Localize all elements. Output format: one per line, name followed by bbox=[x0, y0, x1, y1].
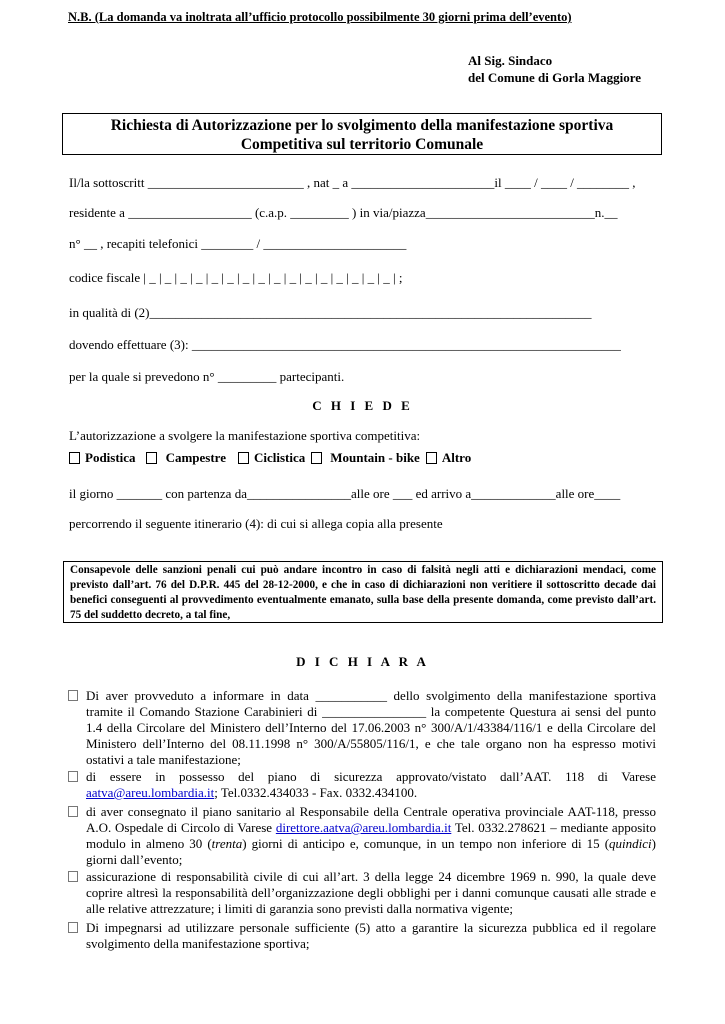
email-link-aatva[interactable]: aatva@areu.lombardia.it bbox=[86, 785, 215, 800]
label-ciclistica: Ciclistica bbox=[253, 450, 306, 465]
checkbox-altro[interactable] bbox=[426, 452, 437, 464]
title-line-1: Richiesta di Autorizzazione per lo svolgimento della manifestazione sportiva bbox=[110, 117, 614, 134]
list-item bbox=[68, 688, 656, 768]
item-5-text: Di impegnarsi ad utilizzare personale sufficiente (5) atto a garantire la sicurezza pubblica ed il regolare svolgimento della manifestazione sportiva; bbox=[86, 920, 656, 951]
checkbox-item-3[interactable] bbox=[68, 806, 78, 817]
checkbox-campestre[interactable] bbox=[146, 452, 157, 464]
recipient-block bbox=[468, 52, 641, 86]
field-giorno[interactable]: il giorno _______ con partenza da________________alle ore ___ ed arrivo a_____________alle ore____ bbox=[69, 486, 621, 501]
list-item bbox=[68, 769, 656, 801]
warning-box: Consapevole delle sanzioni penali cui può andare incontro in caso di falsità negli atti e dichiarazioni mendaci, come previsto dall’art. 76 del D.P.R. 445 del 28-12-2000, e che in caso di dichiarazioni non veritiere il sottoscritto decade dai benefici conseguenti al provvedimento eventualmente emanato, sulla base della presente domanda, come previsto dall’art. 75 del suddetto decreto, a tal fine, bbox=[63, 561, 663, 623]
recipient-line-1: Al Sig. Sindaco bbox=[468, 53, 553, 68]
item-3-mid: Tel. 0332.278621 – mediante apposito modulo in almeno 30 ( bbox=[86, 820, 656, 851]
item-3-post: ) giorni dall’evento; bbox=[86, 836, 656, 867]
item-2-pre: di essere in possesso del piano di sicurezza approvato/vistato dall’AAT. 118 di Varese bbox=[86, 769, 656, 784]
checkbox-item-1[interactable] bbox=[68, 690, 78, 701]
sport-options bbox=[69, 450, 477, 466]
field-dovendo[interactable]: dovendo effettuare (3): __________________________________________________________________ bbox=[69, 337, 621, 352]
list-item bbox=[68, 920, 656, 952]
checkbox-item-4[interactable] bbox=[68, 871, 78, 882]
list-item bbox=[68, 804, 656, 868]
checkbox-item-2[interactable] bbox=[68, 771, 78, 782]
item-3-em1: trenta bbox=[211, 836, 243, 851]
label-mountain-bike: Mountain - bike bbox=[330, 450, 420, 465]
field-sottoscritto[interactable]: Il/la sottoscritt ________________________ , nat _ a ______________________il ____ / ____ / ________ , bbox=[69, 175, 636, 190]
note-header: N.B. (La domanda va inoltrata all’ufficio protocollo possibilmente 30 giorni prima dell’evento) bbox=[68, 10, 572, 24]
field-residente[interactable]: residente a ___________________ (c.a.p. _________ ) in via/piazza__________________________n.__ bbox=[69, 205, 618, 220]
label-campestre: Campestre bbox=[165, 450, 226, 465]
item-3-em2: quindici bbox=[609, 836, 652, 851]
chiede-heading: C H I E D E bbox=[312, 398, 413, 413]
email-link-direttore[interactable]: direttore.aatva@areu.lombardia.it bbox=[275, 820, 452, 835]
item-2-post: ; Tel.0332.434033 - Fax. 0332.434100. bbox=[214, 785, 418, 800]
item-3-pre: di aver consegnato il piano sanitario al Responsabile della Centrale operativa provinciale AAT-118, presso A.O. Ospedale di Circolo di Varese bbox=[86, 804, 656, 835]
field-codice-fiscale[interactable]: codice fiscale | _ | _ | _ | _ | _ | _ | _ | _ | _ | _ | _ | _ | _ | _ | _ | _ | ; bbox=[69, 270, 403, 285]
item-1-text: Di aver provveduto a informare in data ___________ dello svolgimento della manifestazione sportiva tramite il Comando Stazione Carabinieri di ________________ la competente Questura ai sensi del punto 1.4 della Circolare del Ministero dell’Interno del 17.06.2003 n° 300/A/1/43384/116/1 e della Circolare del Ministero dell’Interno del 08.11.1998 n° 300/A/55805/116/1, e che tale organo non ha espresso motivi ostativi a tale manifestazione; bbox=[86, 688, 656, 767]
field-qualita[interactable]: in qualità di (2)____________________________________________________________________ bbox=[69, 305, 592, 320]
field-partecipanti[interactable]: per la quale si prevedono n° _________ partecipanti. bbox=[69, 369, 345, 384]
field-recapiti[interactable]: n° __ , recapiti telefonici ________ / ______________________ bbox=[69, 236, 407, 251]
document-title bbox=[62, 113, 662, 155]
checkbox-ciclistica[interactable] bbox=[238, 452, 249, 464]
field-itinerario[interactable]: percorrendo il seguente itinerario (4): di cui si allega copia alla presente bbox=[69, 516, 443, 531]
autorizzazione-text: L’autorizzazione a svolgere la manifestazione sportiva competitiva: bbox=[69, 428, 421, 443]
dichiara-heading: D I C H I A R A bbox=[296, 654, 429, 669]
checkbox-podistica[interactable] bbox=[69, 452, 80, 464]
item-4-text: assicurazione di responsabilità civile di cui all’art. 3 della legge 24 dicembre 1969 n. 990, la quale deve coprire altresì la responsabilità dell’organizzazione degli obblighi per i danni comunque causati alle strade e alle relative attrezzature; i limiti di garanzia sono previsti dalla normativa vigente; bbox=[86, 869, 656, 916]
label-altro: Altro bbox=[441, 450, 472, 465]
title-line-2: Competitiva sul territorio Comunale bbox=[240, 136, 484, 153]
item-3-mid2: ) giorni di anticipo e, comunque, in un tempo non inferiore di 15 ( bbox=[242, 836, 610, 851]
checkbox-item-5[interactable] bbox=[68, 922, 78, 933]
recipient-line-2: del Comune di Gorla Maggiore bbox=[468, 70, 642, 85]
item-3-text bbox=[86, 804, 656, 868]
label-podistica: Podistica bbox=[85, 450, 136, 465]
list-item bbox=[68, 869, 656, 917]
checkbox-mountain-bike[interactable] bbox=[311, 452, 322, 464]
item-2-text bbox=[86, 769, 656, 801]
